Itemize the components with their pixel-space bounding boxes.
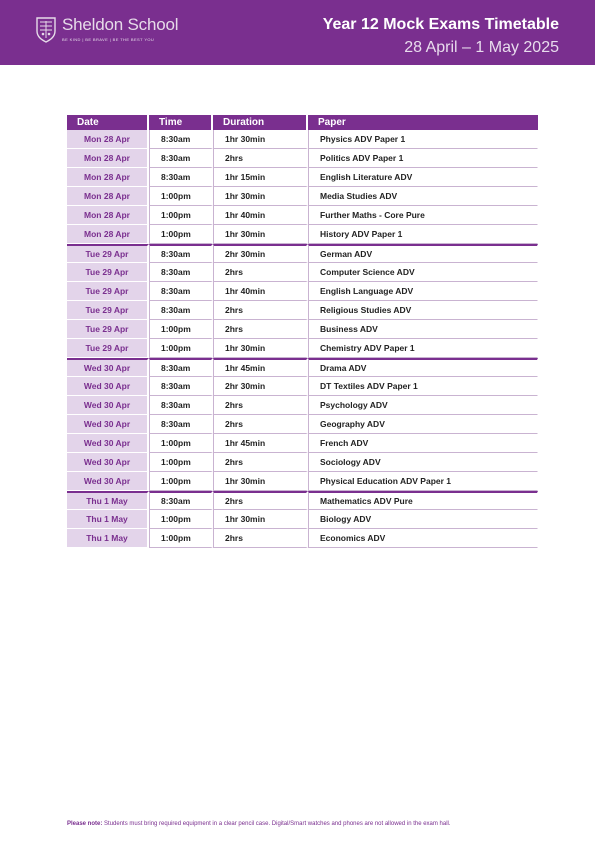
time-cell: 1:00pm — [149, 339, 213, 358]
duration-cell: 1hr 30min — [213, 510, 308, 529]
time-cell: 8:30am — [149, 244, 213, 263]
paper-cell: Geography ADV — [308, 415, 538, 434]
paper-cell: French ADV — [308, 434, 538, 453]
table-row — [67, 225, 538, 244]
duration-cell: 2hrs — [213, 491, 308, 510]
time-cell: 8:30am — [149, 491, 213, 510]
school-logo — [36, 16, 178, 48]
paper-cell: DT Textiles ADV Paper 1 — [308, 377, 538, 396]
paper-cell: English Language ADV — [308, 282, 538, 301]
duration-cell: 1hr 30min — [213, 225, 308, 244]
date-cell: Tue 29 Apr — [67, 282, 149, 301]
time-cell: 8:30am — [149, 301, 213, 320]
date-cell: Wed 30 Apr — [67, 434, 149, 453]
time-cell: 1:00pm — [149, 206, 213, 225]
time-cell: 1:00pm — [149, 320, 213, 339]
paper-cell: Sociology ADV — [308, 453, 538, 472]
table-row — [67, 339, 538, 358]
table-row — [67, 491, 538, 510]
duration-cell: 1hr 45min — [213, 434, 308, 453]
time-cell: 8:30am — [149, 282, 213, 301]
school-motto: BE KIND | BE BRAVE | BE THE BEST YOU — [62, 37, 155, 42]
duration-cell: 2hrs — [213, 149, 308, 168]
paper-cell: History ADV Paper 1 — [308, 225, 538, 244]
date-cell: Mon 28 Apr — [67, 149, 149, 168]
date-cell: Wed 30 Apr — [67, 358, 149, 377]
school-name: Sheldon School — [62, 15, 179, 34]
paper-cell: Further Maths - Core Pure — [308, 206, 538, 225]
table-row — [67, 472, 538, 491]
date-cell: Wed 30 Apr — [67, 415, 149, 434]
table-row — [67, 453, 538, 472]
duration-cell: 1hr 40min — [213, 282, 308, 301]
page-header — [0, 0, 595, 65]
date-cell: Thu 1 May — [67, 491, 149, 510]
time-cell: 8:30am — [149, 358, 213, 377]
date-cell: Tue 29 Apr — [67, 263, 149, 282]
paper-cell: Physics ADV Paper 1 — [308, 130, 538, 149]
duration-cell: 2hrs — [213, 396, 308, 415]
table-row — [67, 510, 538, 529]
time-cell: 1:00pm — [149, 472, 213, 491]
time-cell: 1:00pm — [149, 187, 213, 206]
paper-cell: Physical Education ADV Paper 1 — [308, 472, 538, 491]
duration-cell: 1hr 45min — [213, 358, 308, 377]
date-cell: Thu 1 May — [67, 510, 149, 529]
time-cell: 8:30am — [149, 263, 213, 282]
date-cell: Wed 30 Apr — [67, 377, 149, 396]
duration-cell: 2hrs — [213, 415, 308, 434]
date-cell: Thu 1 May — [67, 529, 149, 548]
paper-cell: Biology ADV — [308, 510, 538, 529]
date-cell: Mon 28 Apr — [67, 168, 149, 187]
time-cell: 1:00pm — [149, 529, 213, 548]
date-cell: Tue 29 Apr — [67, 320, 149, 339]
date-cell: Mon 28 Apr — [67, 187, 149, 206]
time-cell: 8:30am — [149, 415, 213, 434]
time-cell: 8:30am — [149, 149, 213, 168]
date-cell: Wed 30 Apr — [67, 396, 149, 415]
column-header-time: Time — [149, 115, 213, 130]
date-cell: Mon 28 Apr — [67, 225, 149, 244]
column-header-duration: Duration — [213, 115, 308, 130]
table-row — [67, 434, 538, 453]
table-row — [67, 206, 538, 225]
date-cell: Tue 29 Apr — [67, 244, 149, 263]
time-cell: 8:30am — [149, 377, 213, 396]
table-row — [67, 529, 538, 548]
column-header-paper: Paper — [308, 115, 538, 130]
duration-cell: 2hrs — [213, 320, 308, 339]
table-row — [67, 263, 538, 282]
timetable-body — [67, 130, 538, 548]
paper-cell: Psychology ADV — [308, 396, 538, 415]
table-row — [67, 130, 538, 149]
column-header-date: Date — [67, 115, 149, 130]
paper-cell: Media Studies ADV — [308, 187, 538, 206]
date-cell: Mon 28 Apr — [67, 130, 149, 149]
exam-timetable — [67, 115, 538, 548]
paper-cell: Business ADV — [308, 320, 538, 339]
paper-cell: German ADV — [308, 244, 538, 263]
table-row — [67, 244, 538, 263]
footer-note-label: Please note: — [67, 821, 103, 827]
paper-cell: English Literature ADV — [308, 168, 538, 187]
page-title: Year 12 Mock Exams Timetable — [322, 16, 559, 33]
footer-note-text: Students must bring required equipment in a clear pencil case. Digital/Smart watches and phones are not allowed in the exam hall. — [102, 821, 451, 827]
table-row — [67, 187, 538, 206]
date-cell: Mon 28 Apr — [67, 206, 149, 225]
time-cell: 1:00pm — [149, 510, 213, 529]
paper-cell: Economics ADV — [308, 529, 538, 548]
table-row — [67, 301, 538, 320]
table-row — [67, 358, 538, 377]
table-row — [67, 149, 538, 168]
time-cell: 1:00pm — [149, 225, 213, 244]
paper-cell: Religious Studies ADV — [308, 301, 538, 320]
paper-cell: Politics ADV Paper 1 — [308, 149, 538, 168]
date-cell: Tue 29 Apr — [67, 339, 149, 358]
date-cell: Wed 30 Apr — [67, 472, 149, 491]
page-subtitle: 28 April – 1 May 2025 — [404, 39, 559, 56]
time-cell: 8:30am — [149, 168, 213, 187]
duration-cell: 2hr 30min — [213, 377, 308, 396]
table-row — [67, 282, 538, 301]
time-cell: 8:30am — [149, 396, 213, 415]
table-row — [67, 320, 538, 339]
time-cell: 8:30am — [149, 130, 213, 149]
duration-cell: 1hr 40min — [213, 206, 308, 225]
paper-cell: Computer Science ADV — [308, 263, 538, 282]
duration-cell: 2hr 30min — [213, 244, 308, 263]
footer-note — [67, 821, 451, 827]
duration-cell: 1hr 30min — [213, 187, 308, 206]
time-cell: 1:00pm — [149, 453, 213, 472]
duration-cell: 1hr 30min — [213, 130, 308, 149]
table-header-row — [67, 115, 538, 130]
table-row — [67, 396, 538, 415]
table-row — [67, 377, 538, 396]
paper-cell: Drama ADV — [308, 358, 538, 377]
date-cell: Tue 29 Apr — [67, 301, 149, 320]
table-row — [67, 168, 538, 187]
duration-cell: 2hrs — [213, 529, 308, 548]
paper-cell: Mathematics ADV Pure — [308, 491, 538, 510]
table-row — [67, 415, 538, 434]
time-cell: 1:00pm — [149, 434, 213, 453]
duration-cell: 2hrs — [213, 453, 308, 472]
school-crest-icon — [36, 17, 56, 43]
duration-cell: 2hrs — [213, 301, 308, 320]
duration-cell: 1hr 15min — [213, 168, 308, 187]
duration-cell: 1hr 30min — [213, 472, 308, 491]
duration-cell: 1hr 30min — [213, 339, 308, 358]
paper-cell: Chemistry ADV Paper 1 — [308, 339, 538, 358]
date-cell: Wed 30 Apr — [67, 453, 149, 472]
duration-cell: 2hrs — [213, 263, 308, 282]
